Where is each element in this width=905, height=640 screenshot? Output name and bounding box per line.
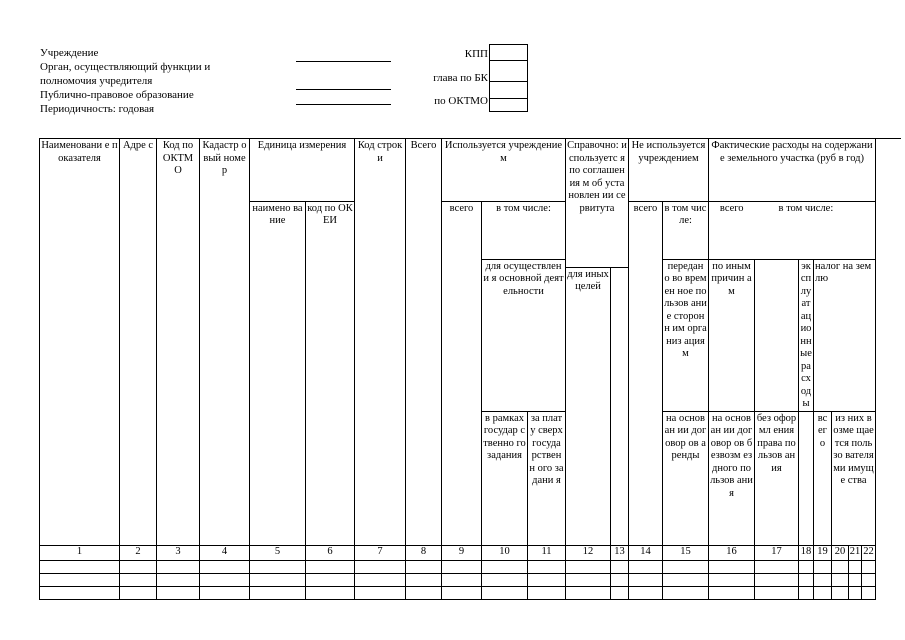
column-number: 19	[814, 545, 832, 560]
column-number: 11	[528, 545, 566, 560]
column-number: 5	[250, 545, 306, 560]
column-number: 2	[120, 545, 157, 560]
used-main-activity-header: для осуществлени я основной деятельности	[482, 259, 566, 411]
column-number: 12	[566, 545, 611, 560]
not-used-transfer-header: передан о во времен ное пользов ание сторонн им организ ациям	[663, 259, 709, 411]
column-number: 15	[663, 545, 709, 560]
reference-spacer-cell	[611, 267, 629, 545]
not-used-total-header: всего	[629, 201, 663, 545]
table-row[interactable]	[40, 573, 876, 586]
reference-other-purposes-header: для иных целей	[566, 267, 611, 545]
report-table	[39, 139, 876, 600]
column-number: 4	[200, 545, 250, 560]
unit-name-header: наимено вание	[250, 201, 306, 545]
col-used-header: Используется учреждением	[442, 139, 566, 201]
tax-reimbursed-header: из них возме щается пользо вателя ми имуще ства	[832, 411, 876, 545]
column-number: 9	[442, 545, 482, 560]
expenses-other-reasons-header: по иным причин ам	[709, 259, 755, 411]
founder-label-line2: полномочия учредителя	[40, 75, 153, 87]
kpp-value-cell[interactable]	[490, 45, 527, 61]
col-reference-header: Справочно: используетс я по соглашения м об установлен ии сервитута	[566, 139, 629, 267]
not-used-lease-header: на основан ии договор ов аренды	[663, 411, 709, 545]
code-labels	[400, 46, 488, 109]
tax-spacer-cell	[799, 411, 814, 545]
column-number: 14	[629, 545, 663, 560]
used-total-header: всего	[442, 201, 482, 545]
founder-underline	[296, 89, 391, 90]
glava-bk-value-cell[interactable]	[490, 61, 527, 82]
expenses-including-header: в том числе:	[755, 201, 876, 259]
institution-underline	[296, 61, 391, 62]
column-number: 13	[611, 545, 629, 560]
extra-code-cell[interactable]	[490, 99, 527, 111]
kpp-label: КПП	[464, 48, 488, 60]
column-number: 22	[862, 545, 876, 560]
column-number: 16	[709, 545, 755, 560]
table-row[interactable]	[40, 560, 876, 573]
column-number: 6	[306, 545, 355, 560]
report-header	[40, 46, 210, 116]
expenses-operating-header: эксп луат ацио нные расх оды	[800, 260, 812, 409]
column-number: 21	[849, 545, 862, 560]
expenses-spacer-cell	[755, 259, 799, 411]
expenses-free-use-header: на основан ии договор ов безвозм ездного пользов ания	[709, 411, 755, 545]
col-not-used-header: Не используется учреждением	[629, 139, 709, 201]
column-number: 17	[755, 545, 799, 560]
expenses-total-header: всего	[709, 201, 755, 259]
column-number: 8	[406, 545, 442, 560]
land-tax-header: налог на землю	[814, 259, 876, 411]
col-oktmo-header: Код по ОКТМ О	[157, 139, 200, 545]
column-number: 7	[355, 545, 406, 560]
glava-bk-label: глава по БК	[433, 72, 488, 84]
col-total-header: Всего	[406, 139, 442, 545]
public-entity-label: Публично-правовое образование	[40, 89, 194, 101]
column-number: 10	[482, 545, 528, 560]
table-row[interactable]	[40, 586, 876, 599]
column-numbers-row	[40, 545, 876, 560]
col-address-header: Адре с	[120, 139, 157, 545]
oktmo-label: по ОКТМО	[434, 95, 488, 107]
tax-total-header: вс ег о	[814, 411, 832, 545]
public-entity-underline	[296, 104, 391, 105]
col-expenses-header: Фактические расходы на содержание земельного участка (руб в год)	[709, 139, 876, 201]
column-number: 20	[832, 545, 849, 560]
col-unit-header: Единица измерения	[250, 139, 355, 201]
column-number: 18	[799, 545, 814, 560]
oktmo-value-cell[interactable]	[490, 82, 527, 99]
periodicity-label: Периодичность: годовая	[40, 103, 155, 115]
founder-label-line1: Орган, осуществляющий функции и	[40, 61, 211, 73]
column-number: 3	[157, 545, 200, 560]
col-cadastre-header: Кадастр овый номер	[200, 139, 250, 545]
institution-label: Учреждение	[40, 47, 99, 59]
used-state-task-header: в рамках государ ственно го задания	[482, 411, 528, 545]
col-line-code-header: Код строки	[355, 139, 406, 545]
col-name-header: Наименовани е показателя	[40, 139, 120, 545]
not-used-including-header: в том числе:	[663, 201, 709, 259]
unit-okei-header: код по ОКЕИ	[306, 201, 355, 545]
column-number: 1	[40, 545, 120, 560]
codes-box	[489, 44, 528, 112]
expenses-no-registration-header: без оформл ения права пользов ания	[755, 411, 799, 545]
used-paid-header: за плату сверх госуда рственн ого задани я	[528, 411, 566, 545]
used-including-header: в том числе:	[482, 201, 566, 259]
